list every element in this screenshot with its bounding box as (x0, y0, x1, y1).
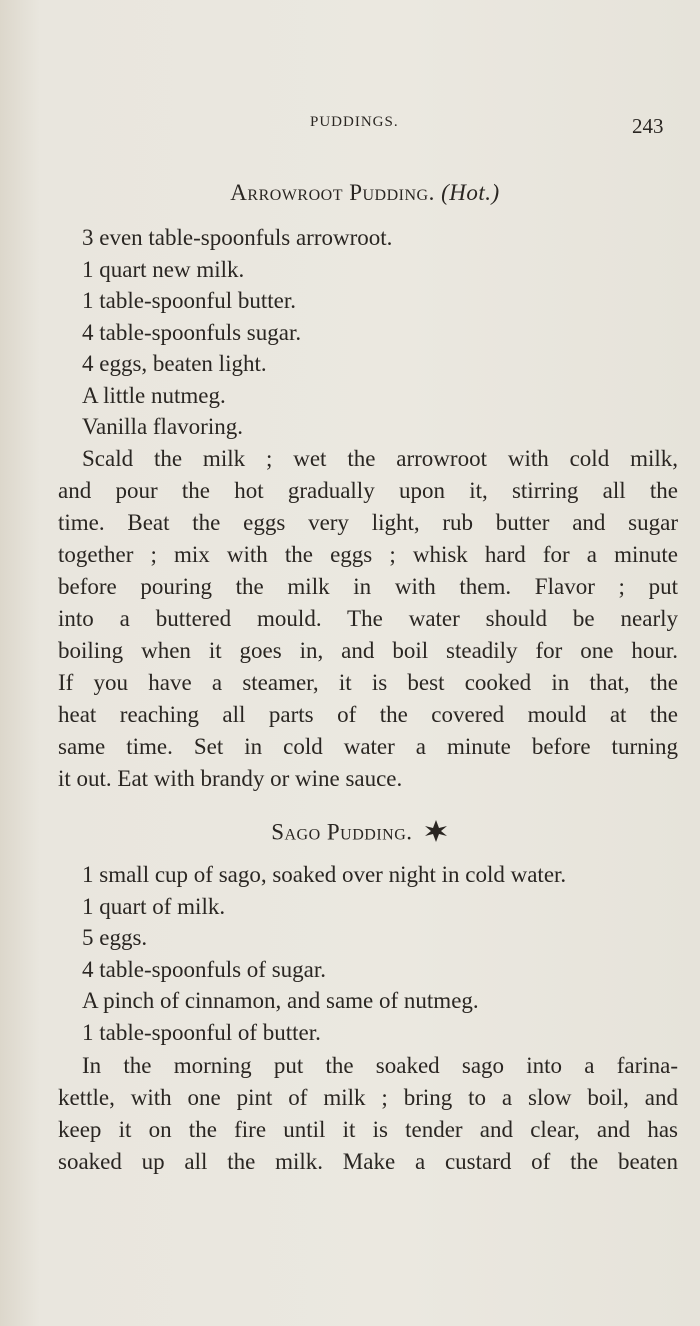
ingredient-item: 1 quart of milk. (82, 893, 226, 919)
ingredient-item: 4 table-spoonfuls of sugar. (82, 956, 327, 982)
ingredient-item: 4 eggs, beaten light. (82, 351, 267, 376)
text-line: Scald the milk ; wet the arrowroot with cold milk, (82, 446, 678, 471)
text-line: boiling when it goes in, and boil steadily for one hour. (58, 638, 678, 663)
text-line: keep it on the fire until it is tender and clear, and has (58, 1117, 678, 1142)
ingredient-item: 1 quart new milk. (82, 256, 245, 282)
page-number: 243 (632, 114, 664, 138)
recipe-title-arrowroot (0, 180, 700, 206)
text-line: and pour the hot gradually upon it, stirring all the (58, 478, 678, 503)
ingredient-item: 1 small cup of sago, soaked over night in cold water. (82, 862, 567, 887)
text-line: If you have a steamer, it is best cooked in that, the (58, 670, 678, 695)
text-line: time. Beat the eggs very light, rub butter and sugar (58, 510, 678, 535)
directions-paragraph (58, 1050, 678, 1178)
text-line: same time. Set in cold water a minute before turning (58, 734, 678, 759)
ingredient-item: 1 table-spoonful butter. (82, 288, 296, 313)
cross-pattee-icon (423, 818, 449, 850)
ingredient-item: 4 table-spoonfuls sugar. (82, 319, 302, 345)
text-line: into a buttered mould. The water should be nearly (58, 606, 678, 631)
text-line: In the morning put the soaked sago into a farina- (82, 1053, 678, 1078)
running-title: PUDDINGS. (310, 114, 399, 130)
ingredient-item: A little nutmeg. (82, 382, 226, 408)
ingredient-list (82, 859, 566, 1048)
ingredient-list (82, 222, 392, 443)
recipe-title-text: Sago Pudding. (271, 819, 413, 845)
text-line: kettle, with one pint of milk ; bring to a slow boil, and (58, 1085, 678, 1110)
text-line: it out. Eat with brandy or wine sauce. (58, 766, 403, 791)
text-line: before pouring the milk in with them. Flavor ; put (58, 574, 678, 599)
ingredient-item: Vanilla flavoring. (82, 414, 243, 439)
directions-paragraph (58, 443, 678, 795)
text-line: soaked up all the milk. Make a custard of the beaten (58, 1149, 678, 1174)
recipe-title-sago (0, 818, 700, 850)
ingredient-item: 5 eggs. (82, 925, 148, 950)
text-line: together ; mix with the eggs ; whisk hard for a minute (58, 542, 678, 567)
ingredient-item: 3 even table-spoonfuls arrowroot. (82, 225, 393, 250)
ingredient-item: 1 table-spoonful of butter. (82, 1019, 321, 1045)
ingredient-item: A pinch of cinnamon, and same of nutmeg. (82, 988, 479, 1013)
text-line: heat reaching all parts of the covered mould at the (58, 702, 678, 727)
recipe-title-text: Arrowroot Pudding. (230, 180, 435, 205)
recipe-title-note: (Hot.) (441, 180, 500, 205)
